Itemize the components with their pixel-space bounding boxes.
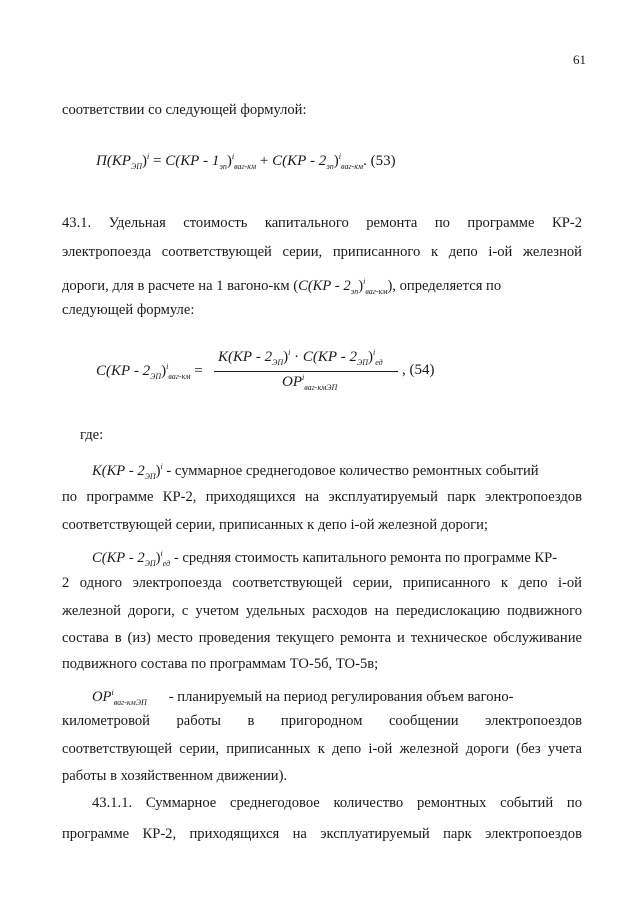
- text-line: работы в хозяйственном движении).: [62, 768, 288, 784]
- text-line: подвижного состава по программам ТО-5б, ТО-5в;: [62, 656, 379, 672]
- fraction-bar: [214, 371, 398, 372]
- text-line: километровой работы в пригородном сообщении электропоездов: [62, 713, 582, 729]
- definition-op: $ОР^i_{ваг-кмЭП}$ - планируемый на период регулирования объем вагоно-: [92, 688, 514, 707]
- text-line: электропоезда соответствующей серии, приписанного к депо i-ой железной: [62, 244, 582, 260]
- text-line: программе КР-2, приходящихся на эксплуатируемый парк электропоездов: [62, 826, 582, 842]
- text-line: соответствующей серии, приписанных к депо i-ой железной дороги (без учета: [62, 741, 582, 757]
- text-line: 43.1.1. Суммарное среднегодовое количество ремонтных событий по: [92, 795, 582, 811]
- text-line: железной дороги, с учетом удельных расходов на передислокацию подвижного: [62, 603, 582, 619]
- text-line: 43.1. Удельная стоимость капитального ремонта по программе КР-2: [62, 215, 582, 231]
- text-line: состава в (из) место проведения текущего ремонта и техническое обслуживание: [62, 630, 582, 646]
- formula-54-numerator: $К(КР - 2_{ЭП})^i \cdot С(КР - 2_{ЭП})^i_{ед}$: [218, 348, 383, 367]
- formula-54-label: , (54): [402, 362, 435, 378]
- text-line: где:: [80, 427, 104, 443]
- definition-k: $К(КР - 2_{ЭП})^i$ - суммарное среднегодовое количество ремонтных событий: [92, 462, 539, 481]
- text-line: 2 одного электропоезда соответствующей серии, приписанного к депо i-ой: [62, 575, 582, 591]
- text-line: по программе КР-2, приходящихся на эксплуатируемый парк электропоездов: [62, 489, 582, 505]
- text-line: дороги, для в расчете на 1 вагоно-км $(С(КР - 2_{эп})^i_{ваг-км})$, определяется по: [62, 277, 502, 296]
- formula-54-denominator: $ОР^i_{ваг-кмЭП}$: [282, 373, 338, 392]
- text-line: соответствующей серии, приписанных к депо i-ой железной дороги;: [62, 517, 488, 533]
- text-line: следующей формуле:: [62, 302, 195, 318]
- formula-54-lhs: $С(КР - 2_{ЭП})^i_{ваг-км}$ =: [96, 362, 203, 381]
- formula-53: $П(КР_{ЭП})^i = С(КР - 1_{эп})^i_{ваг-км} + С(КР - 2_{эп})^i_{ваг-км}$. (53): [96, 152, 396, 171]
- page-number: 61: [573, 52, 586, 67]
- text-line: соответствии со следующей формулой:: [62, 102, 307, 118]
- formula-53-label: . (53): [363, 153, 396, 169]
- definition-c: $С(КР - 2_{ЭП})^i_{ед}$ - средняя стоимость капитального ремонта по программе КР-: [92, 549, 558, 568]
